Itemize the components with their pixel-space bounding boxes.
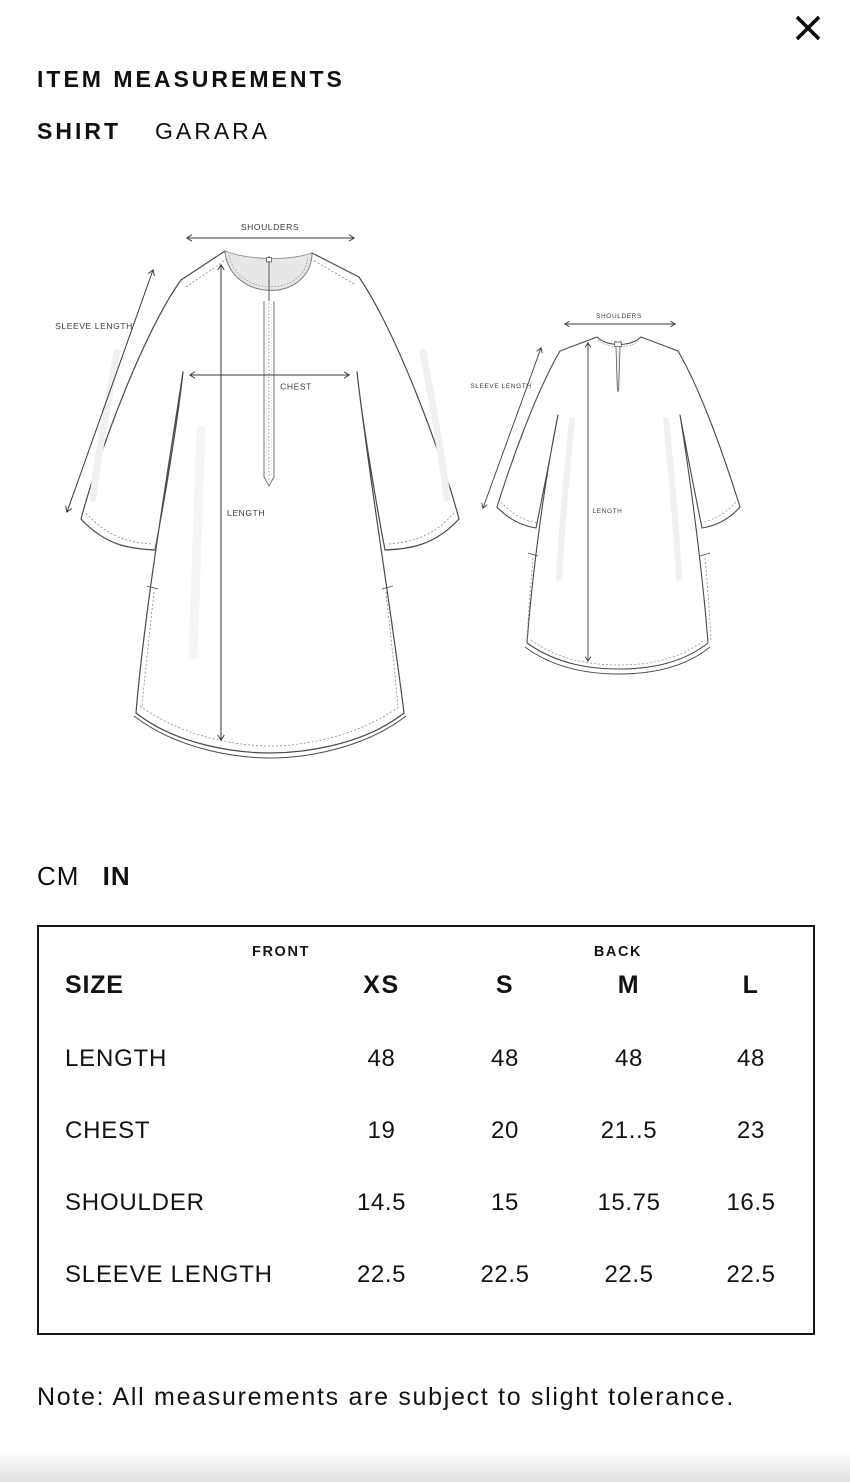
table-header-size: SIZE [65,970,124,999]
item-subtitle [37,118,270,145]
cell-value: 22.5 [604,1261,654,1288]
table-header-m: M [617,970,641,999]
table-row [39,1023,813,1095]
item-name: GARARA [155,118,271,144]
cell-value: 22.5 [356,1261,407,1288]
table-row [39,1239,813,1311]
bottom-fade [0,1450,850,1482]
cell-value: 22.5 [726,1261,776,1288]
item-type: SHIRT [37,118,121,144]
close-button[interactable] [791,11,825,45]
cell-value: 16.5 [726,1189,776,1216]
cell-value: 20 [491,1117,519,1144]
table-header-l: L [742,970,760,999]
cell-value: 15 [491,1189,519,1216]
cell-value: 48 [367,1045,396,1072]
table-header-row [39,947,813,1023]
back-view-drawing [497,337,740,674]
cell-value: 22.5 [480,1261,530,1288]
cell-value: 21..5 [600,1117,658,1144]
unit-toggle-in[interactable]: IN [102,861,131,891]
table-header-s: S [495,970,515,999]
back-shoulders-label: SHOULDERS [596,313,642,320]
front-caption: FRONT [252,944,310,960]
cell-value: 15.75 [597,1189,661,1216]
cell-value: 19 [367,1117,396,1144]
front-length-label: LENGTH [227,508,266,518]
back-caption: BACK [593,944,643,960]
unit-toggle-cm[interactable]: CM [37,861,80,891]
front-shoulders-label: SHOULDERS [240,222,300,232]
back-sleeve-length-label: SLEEVE LENGTH [470,383,532,390]
table-row [39,1095,813,1167]
row-label: LENGTH [65,1045,168,1072]
cell-value: 48 [737,1045,765,1072]
measurements-table [37,925,815,1335]
close-icon [793,13,823,43]
table-header-xs: XS [363,970,400,999]
cell-value: 48 [491,1045,519,1072]
cell-value: 14.5 [356,1189,407,1216]
table-row [39,1167,813,1239]
unit-toggle [37,861,131,892]
row-label: SHOULDER [65,1189,205,1216]
back-length-label: LENGTH [592,508,623,515]
front-chest-label: CHEST [280,381,312,392]
cell-value: 48 [615,1045,643,1072]
front-view-drawing [81,251,459,758]
row-label: SLEEVE LENGTH [65,1261,273,1288]
tolerance-note: Note: All measurements are subject to slight tolerance. [37,1383,735,1411]
row-label: CHEST [65,1117,151,1144]
page-title: ITEM MEASUREMENTS [37,66,345,92]
garment-flat-sketch-svg [0,160,850,840]
cell-value: 23 [737,1117,765,1144]
front-sleeve-length-label: SLEEVE LENGTH [55,321,133,331]
